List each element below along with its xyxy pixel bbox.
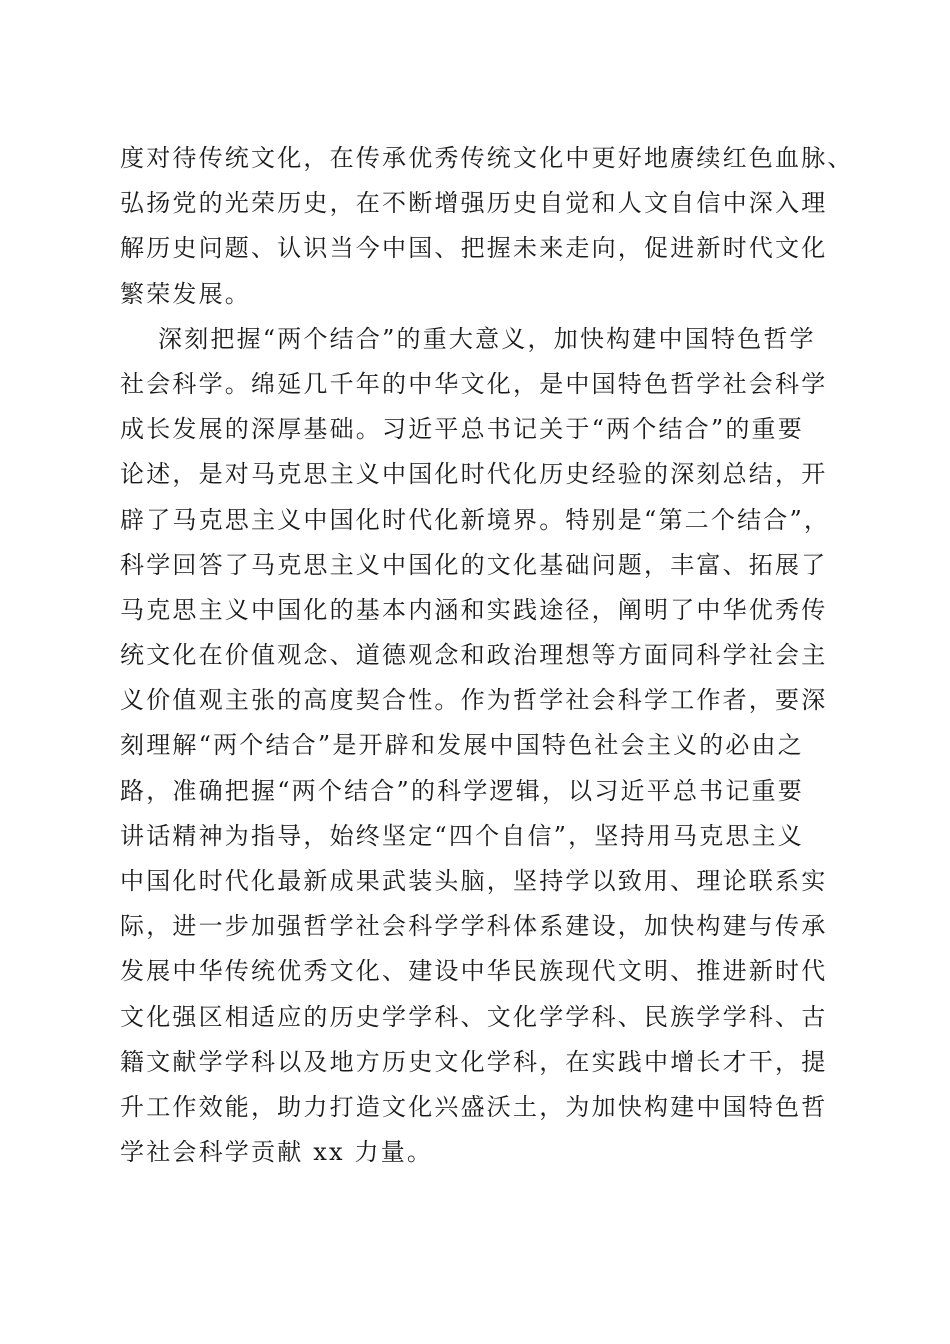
text-line: 统文化在价值观念、道德观念和政治理想等方面同科学社会主 [120, 641, 828, 670]
text-line: 繁荣发展。 [120, 279, 251, 308]
body-text [120, 136, 854, 1175]
paragraph-2 [120, 317, 840, 1176]
text-line: 籍文献学学科以及地方历史文化学科，在实践中增长才干，提 [120, 1047, 828, 1076]
text-line: 科学回答了马克思主义中国化的文化基础问题，丰富、拓展了 [120, 550, 828, 579]
text-line: 度对待传统文化，在传承优秀传统文化中更好地赓续红色血脉、 [120, 144, 854, 172]
text-line: 文化强区相适应的历史学学科、文化学学科、民族学学科、古 [120, 1002, 828, 1031]
text-line: 深刻把握“两个结合”的重大意义，加快构建中国特色哲学 [158, 324, 816, 353]
text-line: 成长发展的深厚基础。习近平总书记关于“两个结合”的重要 [120, 415, 804, 444]
text-line: 发展中华传统优秀文化、建设中华民族现代文明、推进新时代 [120, 957, 828, 986]
text-line: 升工作效能，助力打造文化兴盛沃土，为加快构建中国特色哲 [120, 1092, 828, 1121]
text-line: 际，进一步加强哲学社会科学学科体系建设，加快构建与传承 [120, 912, 828, 941]
text-line: 弘扬党的光荣历史，在不断增强历史自觉和人文自信中深入理 [120, 189, 828, 218]
text-line: 义价值观主张的高度契合性。作为哲学社会科学工作者，要深 [120, 686, 828, 715]
text-line: 中国化时代化最新成果武装头脑，坚持学以致用、理论联系实 [120, 867, 828, 895]
text-line: 马克思主义中国化的基本内涵和实践途径，阐明了中华优秀传 [120, 595, 828, 624]
text-line: 解历史问题、认识当今中国、把握未来走向，促进新时代文化 [120, 234, 828, 263]
text-line: 讲话精神为指导，始终坚定“四个自信”，坚持用马克思主义 [120, 821, 804, 850]
text-line: 论述，是对马克思主义中国化时代化历史经验的深刻总结，开 [120, 460, 828, 489]
text-line: 学社会科学贡献 xx 力量。 [120, 1138, 434, 1167]
text-line: 路，准确把握“两个结合”的科学逻辑，以习近平总书记重要 [120, 776, 804, 805]
paragraph-1 [120, 136, 854, 317]
text-line: 社会科学。绵延几千年的中华文化，是中国特色哲学社会科学 [120, 369, 828, 398]
text-line: 辟了马克思主义中国化时代化新境界。特别是“第二个结合”， [120, 505, 831, 534]
text-line: 刻理解“两个结合”是开辟和发展中国特色社会主义的必由之 [120, 731, 804, 760]
